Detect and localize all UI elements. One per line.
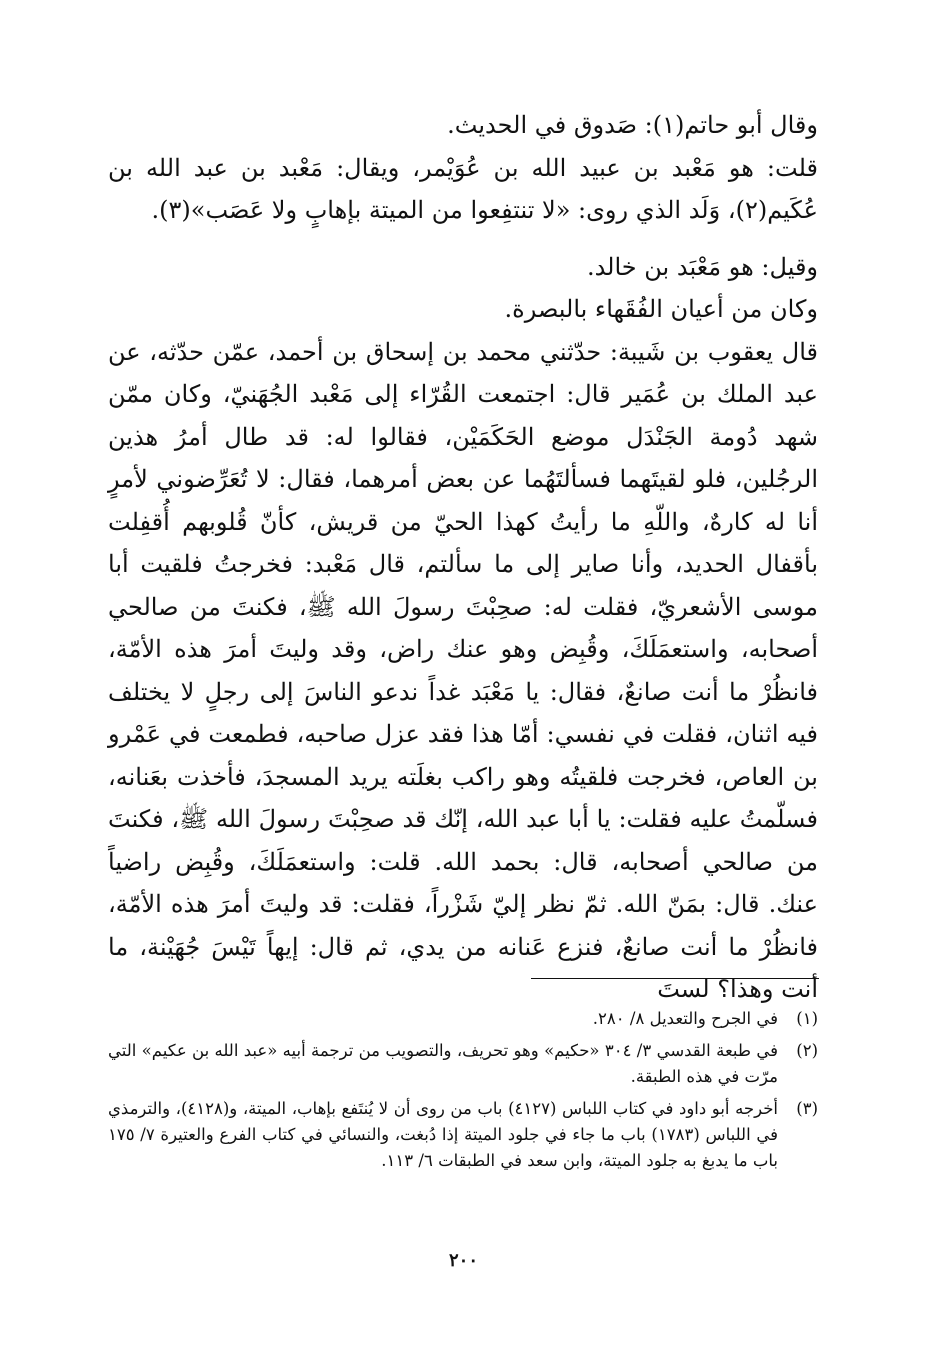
footnote-text: في طبعة القدسي ٣/ ٣٠٤ «حكيم» وهو تحريف، والتصويب من ترجمة أبيه «عبد الله بن عكيم» التي مرّت في هذه الطبقة. xyxy=(108,1041,778,1086)
footnote-text: في الجرح والتعديل ٨/ ٢٨٠. xyxy=(592,1009,778,1028)
footnote-1 xyxy=(108,1006,818,1032)
paragraph-mabad-khalid: وقيل: هو مَعْبَد بن خالد. xyxy=(586,252,818,281)
footnote-number: (٣) xyxy=(796,1099,818,1118)
paragraph-fuqaha-basra: وكان من أعيان الفُقَهاء بالبصرة. xyxy=(504,295,818,323)
footnote-number: (٢) xyxy=(796,1041,818,1060)
footnote-3 xyxy=(108,1096,818,1174)
footnote-2 xyxy=(108,1038,818,1090)
footnote-separator xyxy=(531,978,819,979)
footnote-number: (١) xyxy=(796,1009,818,1028)
main-text xyxy=(108,104,818,1011)
page-number: ٢٠٠ xyxy=(448,1250,478,1271)
paragraph-abu-hatim: وقال أبو حاتم(١): صَدوق في الحديث. xyxy=(447,111,818,139)
footnote-text: أخرجه أبو داود في كتاب اللباس (٤١٢٧) باب من روى أن لا يُنتَفع بإهاب، الميتة، و(٤١٢٨)، والترمذي في اللباس (١٧٨٣) باب ما جاء في جلود الميتة إذا دُبغت، والنسائي في كتاب الفرع والعتيرة ٧/ ١٧٥ باب ما يدبغ به جلود الميتة، وابن سعد في الطبقات ٦/ ١١٣. xyxy=(108,1099,779,1170)
paragraph-yaqub-narration: قال يعقوب بن شَيبة: حدّثني محمد بن إسحاق بن أحمد، عمّن حدّثه، عن عبد الملك بن عُمَير قال: اجتمعت القُرّاء إلى مَعْبد الجُهَنيّ، وكان ممّن شهد دُومة الجَنْدَل موضع الحَكَمَيْن، فقالوا له: قد طال أمرُ هذين الرجُلين، فلو لقيتَهما فسألتَهُما عن بعض أمرهما، فقال: لا تُعَرِّضوني لأمرٍ أنا له كارهٌ، واللّهِ ما رأيتُ كهذا الحيّ من قريش، كأنّ قُلوبهم أُقفِلت بأقفال الحديد، وأنا صاير إلى ما سألتم، قال مَعْبد: فخرجتُ فلقيت أبا موسى الأشعريّ، فقلت له: صحِبْتَ رسولَ الله ﷺ، فكنتَ من صالحي أصحابه، واستعمَلَكَ، وقُبِض وهو عنك راض، وقد وليتَ أمرَ هذه الأمّة، فانظُرْ ما أنت صانعٌ، فقال: يا مَعْبَد غداً ندعو الناسَ إلى رجلٍ لا يختلف فيه اثنان، فقلت في نفسي: أمّا هذا فقد عزل صاحبه، فطمعت في عَمْرو بن العاص، فخرجت فلقيتُه وهو راكب بغلَته يريد المسجدَ، فأخذت بعَنانه، فسلّمتُ عليه فقلت: يا أبا عبد الله، إنّك قد صحِبْتَ رسولَ الله ﷺ، فكنتَ من صالحي أصحابه، قال: بحمد الله. قلت: واستعمَلَكَ، وقُبِض راضياً عنك. قال: بمَنّ الله. ثمّ نظر إليّ شَزْراً، فقلت: قد وليتَ أمرَ هذه الأمّة، فانظُرْ ما أنت صانعٌ، فنزع عَنانه من يدي، ثم قال: إيهاً تَيْسَ جُهَيْنة، ما أنت وهذا؟ لستَ xyxy=(108,337,818,1003)
paragraph-mabad-lineage: قلت: هو مَعْبد بن عبيد الله بن عُوَيْمر، ويقال: مَعْبد بن عبد الله بن عُكَيم(٢)، وَلَد الذي روى: «لا تنتفِعوا من الميتة بإهابٍ ولا عَصَب»(٣). xyxy=(108,153,818,224)
footnotes xyxy=(108,1006,818,1180)
